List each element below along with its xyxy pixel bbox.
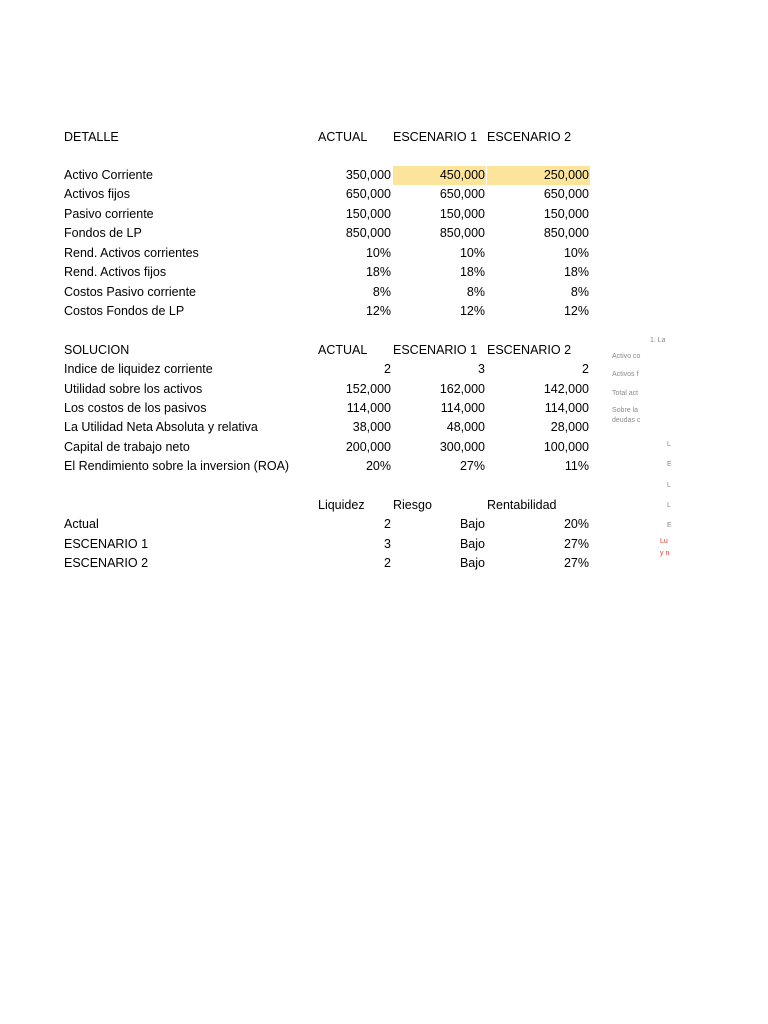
summary-header-rentabilidad: Rentabilidad bbox=[487, 498, 557, 512]
detail-header-escenario-2: ESCENARIO 2 bbox=[487, 130, 572, 144]
solution-header-label: SOLUCION bbox=[64, 343, 130, 357]
solution-cell-actual: 38,000 bbox=[352, 420, 391, 434]
solution-row-label: Capital de trabajo neto bbox=[64, 440, 190, 454]
side-note-red: y n bbox=[660, 550, 670, 557]
detail-row bbox=[0, 302, 768, 321]
solution-row bbox=[0, 438, 768, 457]
detail-cell-escenario-1-highlighted: 450,000 bbox=[393, 166, 486, 185]
detail-row-label: Rend. Activos fijos bbox=[64, 265, 167, 279]
summary-cell-rentabilidad: 27% bbox=[563, 556, 589, 570]
detail-row-label: Fondos de LP bbox=[64, 226, 142, 240]
detail-row bbox=[0, 166, 768, 185]
detail-row bbox=[0, 185, 768, 204]
side-note: E bbox=[667, 461, 672, 468]
side-note: L bbox=[667, 482, 671, 489]
side-note: Total act bbox=[612, 390, 639, 397]
summary-row bbox=[0, 554, 768, 573]
detail-cell-escenario-1: 150,000 bbox=[439, 207, 485, 221]
detail-header-label: DETALLE bbox=[64, 130, 119, 144]
detail-row-label: Costos Fondos de LP bbox=[64, 304, 185, 318]
summary-cell-liquidez: 2 bbox=[384, 556, 391, 570]
side-note: Sobre la bbox=[612, 407, 639, 414]
detail-cell-escenario-2: 12% bbox=[563, 304, 589, 318]
detail-row bbox=[0, 283, 768, 302]
solution-cell-escenario-1: 48,000 bbox=[446, 420, 485, 434]
summary-row bbox=[0, 515, 768, 534]
detail-cell-escenario-2: 150,000 bbox=[543, 207, 589, 221]
detail-cell-escenario-2: 8% bbox=[570, 285, 589, 299]
detail-row-label: Costos Pasivo corriente bbox=[64, 285, 197, 299]
solution-cell-escenario-1: 27% bbox=[459, 459, 485, 473]
detail-cell-escenario-2-highlighted: 250,000 bbox=[487, 166, 590, 185]
detail-header-escenario-1: ESCENARIO 1 bbox=[393, 130, 478, 144]
detail-cell-escenario-1: 12% bbox=[459, 304, 485, 318]
detail-cell-escenario-1: 650,000 bbox=[439, 187, 485, 201]
side-note: Activos f bbox=[612, 371, 639, 378]
summary-cell-riesgo: Bajo bbox=[459, 556, 485, 570]
solution-cell-actual: 200,000 bbox=[345, 440, 391, 454]
summary-row bbox=[0, 535, 768, 554]
detail-row-label: Rend. Activos corrientes bbox=[64, 246, 199, 260]
solution-cell-escenario-2: 11% bbox=[564, 459, 589, 473]
solution-cell-escenario-2: 142,000 bbox=[543, 382, 589, 396]
detail-row-label: Activos fijos bbox=[64, 187, 130, 201]
summary-cell-liquidez: 2 bbox=[384, 517, 391, 531]
summary-row-label: Actual bbox=[64, 517, 99, 531]
solution-row-label: La Utilidad Neta Absoluta y relativa bbox=[64, 420, 258, 434]
summary-header-row bbox=[0, 496, 768, 515]
solution-cell-escenario-2: 2 bbox=[582, 362, 589, 376]
summary-header-liquidez: Liquidez bbox=[318, 498, 365, 512]
solution-cell-escenario-1: 300,000 bbox=[439, 440, 485, 454]
side-note: Activo co bbox=[612, 353, 641, 360]
solution-cell-escenario-2: 100,000 bbox=[543, 440, 589, 454]
solution-header-actual: ACTUAL bbox=[318, 343, 368, 357]
solution-cell-actual: 114,000 bbox=[346, 401, 391, 415]
detail-cell-escenario-2: 650,000 bbox=[543, 187, 589, 201]
detail-row-label: Activo Corriente bbox=[64, 168, 153, 182]
solution-cell-escenario-1: 114,000 bbox=[440, 401, 485, 415]
side-note: L bbox=[667, 441, 671, 448]
side-note: L bbox=[667, 502, 671, 509]
solution-cell-escenario-2: 28,000 bbox=[550, 420, 589, 434]
solution-cell-actual: 20% bbox=[365, 459, 391, 473]
summary-cell-riesgo: Bajo bbox=[459, 537, 485, 551]
solution-header-escenario-2: ESCENARIO 2 bbox=[487, 343, 572, 357]
side-note: E bbox=[667, 522, 672, 529]
solution-row-label: Indice de liquidez corriente bbox=[64, 362, 213, 376]
detail-cell-actual: 12% bbox=[365, 304, 391, 318]
detail-cell-escenario-1: 850,000 bbox=[439, 226, 485, 240]
detail-cell-actual: 150,000 bbox=[345, 207, 391, 221]
detail-row bbox=[0, 263, 768, 282]
detail-header-row bbox=[0, 128, 768, 147]
side-note-red: Lu bbox=[660, 538, 668, 545]
solution-header-escenario-1: ESCENARIO 1 bbox=[393, 343, 478, 357]
summary-cell-riesgo: Bajo bbox=[459, 517, 485, 531]
solution-cell-escenario-2: 114,000 bbox=[544, 401, 589, 415]
summary-cell-rentabilidad: 27% bbox=[563, 537, 589, 551]
solution-cell-actual: 2 bbox=[384, 362, 391, 376]
solution-row bbox=[0, 457, 768, 476]
solution-row-label: Los costos de los pasivos bbox=[64, 401, 207, 415]
summary-cell-rentabilidad: 20% bbox=[563, 517, 589, 531]
summary-row-label: ESCENARIO 2 bbox=[64, 556, 149, 570]
summary-header-riesgo: Riesgo bbox=[393, 498, 432, 512]
detail-cell-escenario-2: 10% bbox=[563, 246, 589, 260]
detail-cell-actual: 850,000 bbox=[345, 226, 391, 240]
detail-cell-escenario-1: 18% bbox=[459, 265, 485, 279]
solution-row-label: El Rendimiento sobre la inversion (ROA) bbox=[64, 459, 290, 473]
solution-cell-escenario-1: 162,000 bbox=[439, 382, 485, 396]
detail-cell-actual: 18% bbox=[365, 265, 391, 279]
detail-row bbox=[0, 244, 768, 263]
detail-cell-actual: 8% bbox=[372, 285, 391, 299]
detail-cell-actual: 650,000 bbox=[345, 187, 391, 201]
side-note: deudas c bbox=[612, 417, 641, 424]
summary-row-label: ESCENARIO 1 bbox=[64, 537, 149, 551]
detail-cell-escenario-1: 10% bbox=[459, 246, 485, 260]
solution-row-label: Utilidad sobre los activos bbox=[64, 382, 203, 396]
detail-cell-escenario-2: 18% bbox=[563, 265, 589, 279]
detail-cell-actual: 350,000 bbox=[345, 168, 391, 182]
detail-header-actual: ACTUAL bbox=[318, 130, 368, 144]
detail-cell-escenario-2: 850,000 bbox=[543, 226, 589, 240]
detail-cell-actual: 10% bbox=[365, 246, 391, 260]
detail-row bbox=[0, 205, 768, 224]
side-note: 1. La bbox=[650, 337, 666, 344]
detail-cell-escenario-1: 8% bbox=[466, 285, 485, 299]
detail-row-label: Pasivo corriente bbox=[64, 207, 154, 221]
solution-cell-escenario-1: 3 bbox=[478, 362, 485, 376]
solution-cell-actual: 152,000 bbox=[345, 382, 391, 396]
detail-row bbox=[0, 224, 768, 243]
summary-cell-liquidez: 3 bbox=[384, 537, 391, 551]
